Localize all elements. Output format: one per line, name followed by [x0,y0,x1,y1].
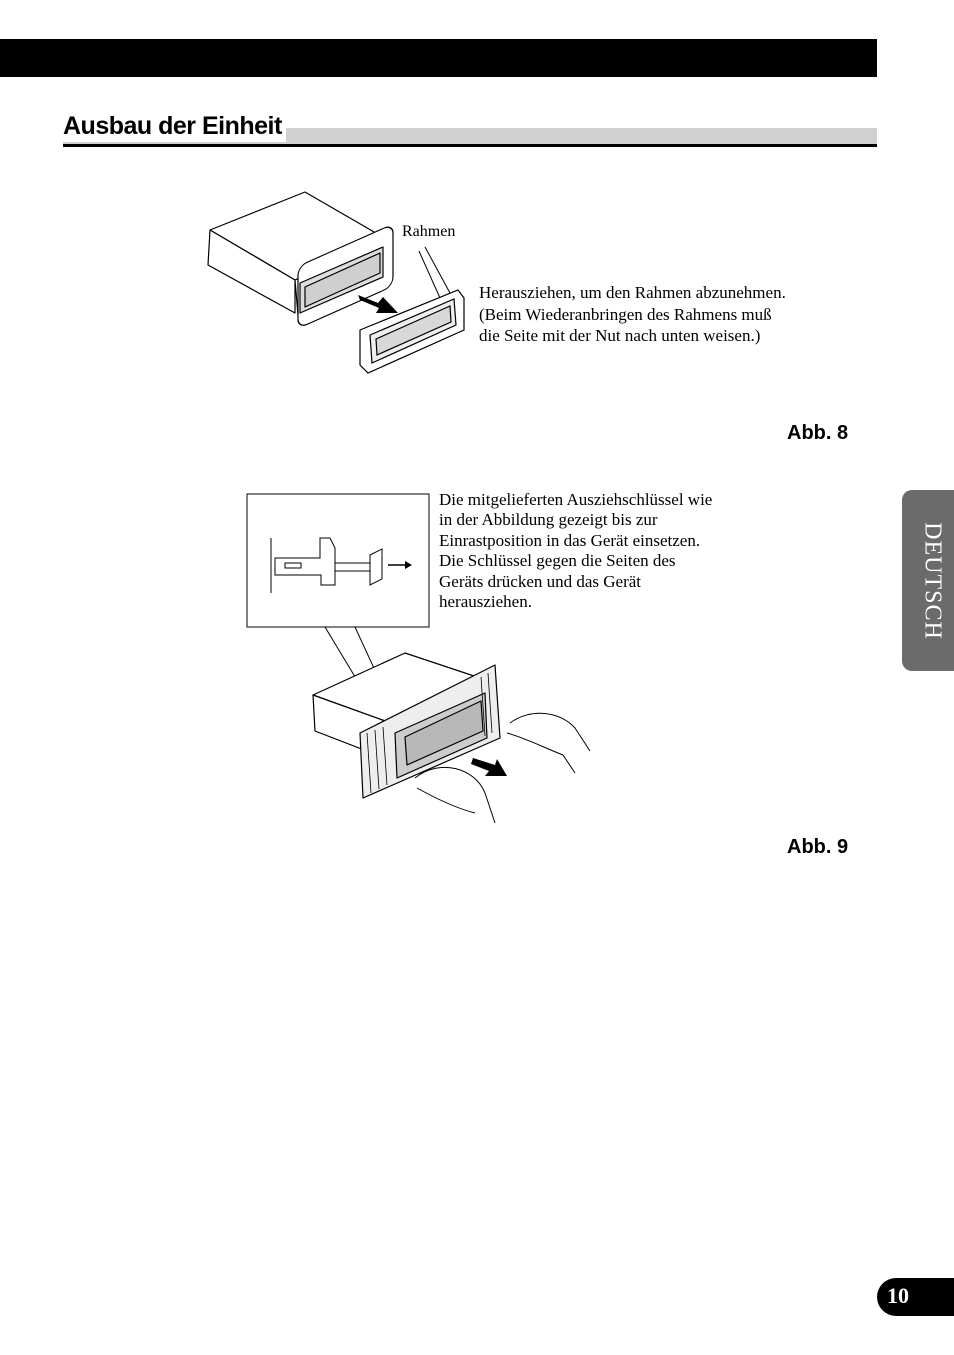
figure8-instruction: Herausziehen, um den Rahmen abzunehmen. (Beim Wiederanbringen des Rahmens muß die Seite mit der Nut nach unten weisen.) [479,283,786,345]
figure8-caption: Abb. 8 [787,422,849,444]
page-number: 10 [887,1283,909,1308]
frame-removal-illustration [200,185,480,380]
figure9-caption: Abb. 9 [787,836,849,858]
language-tab-label: DEUTSCH [919,521,946,640]
figure9-instruction: Die mitgelieferten Ausziehschlüssel wie in der Abbildung gezeigt bis zur Einrastposition in das Gerät einsetzen. Die Schlüssel gegen die Seiten des Geräts drücken und das Gerät herausziehen. [439,490,713,612]
language-tab [902,490,954,671]
header-bar [0,39,877,77]
frame-label: Rahmen [402,223,456,240]
page-number-badge [877,1278,954,1316]
section-title: Ausbau der Einheit [63,110,286,142]
title-rule [63,144,877,147]
